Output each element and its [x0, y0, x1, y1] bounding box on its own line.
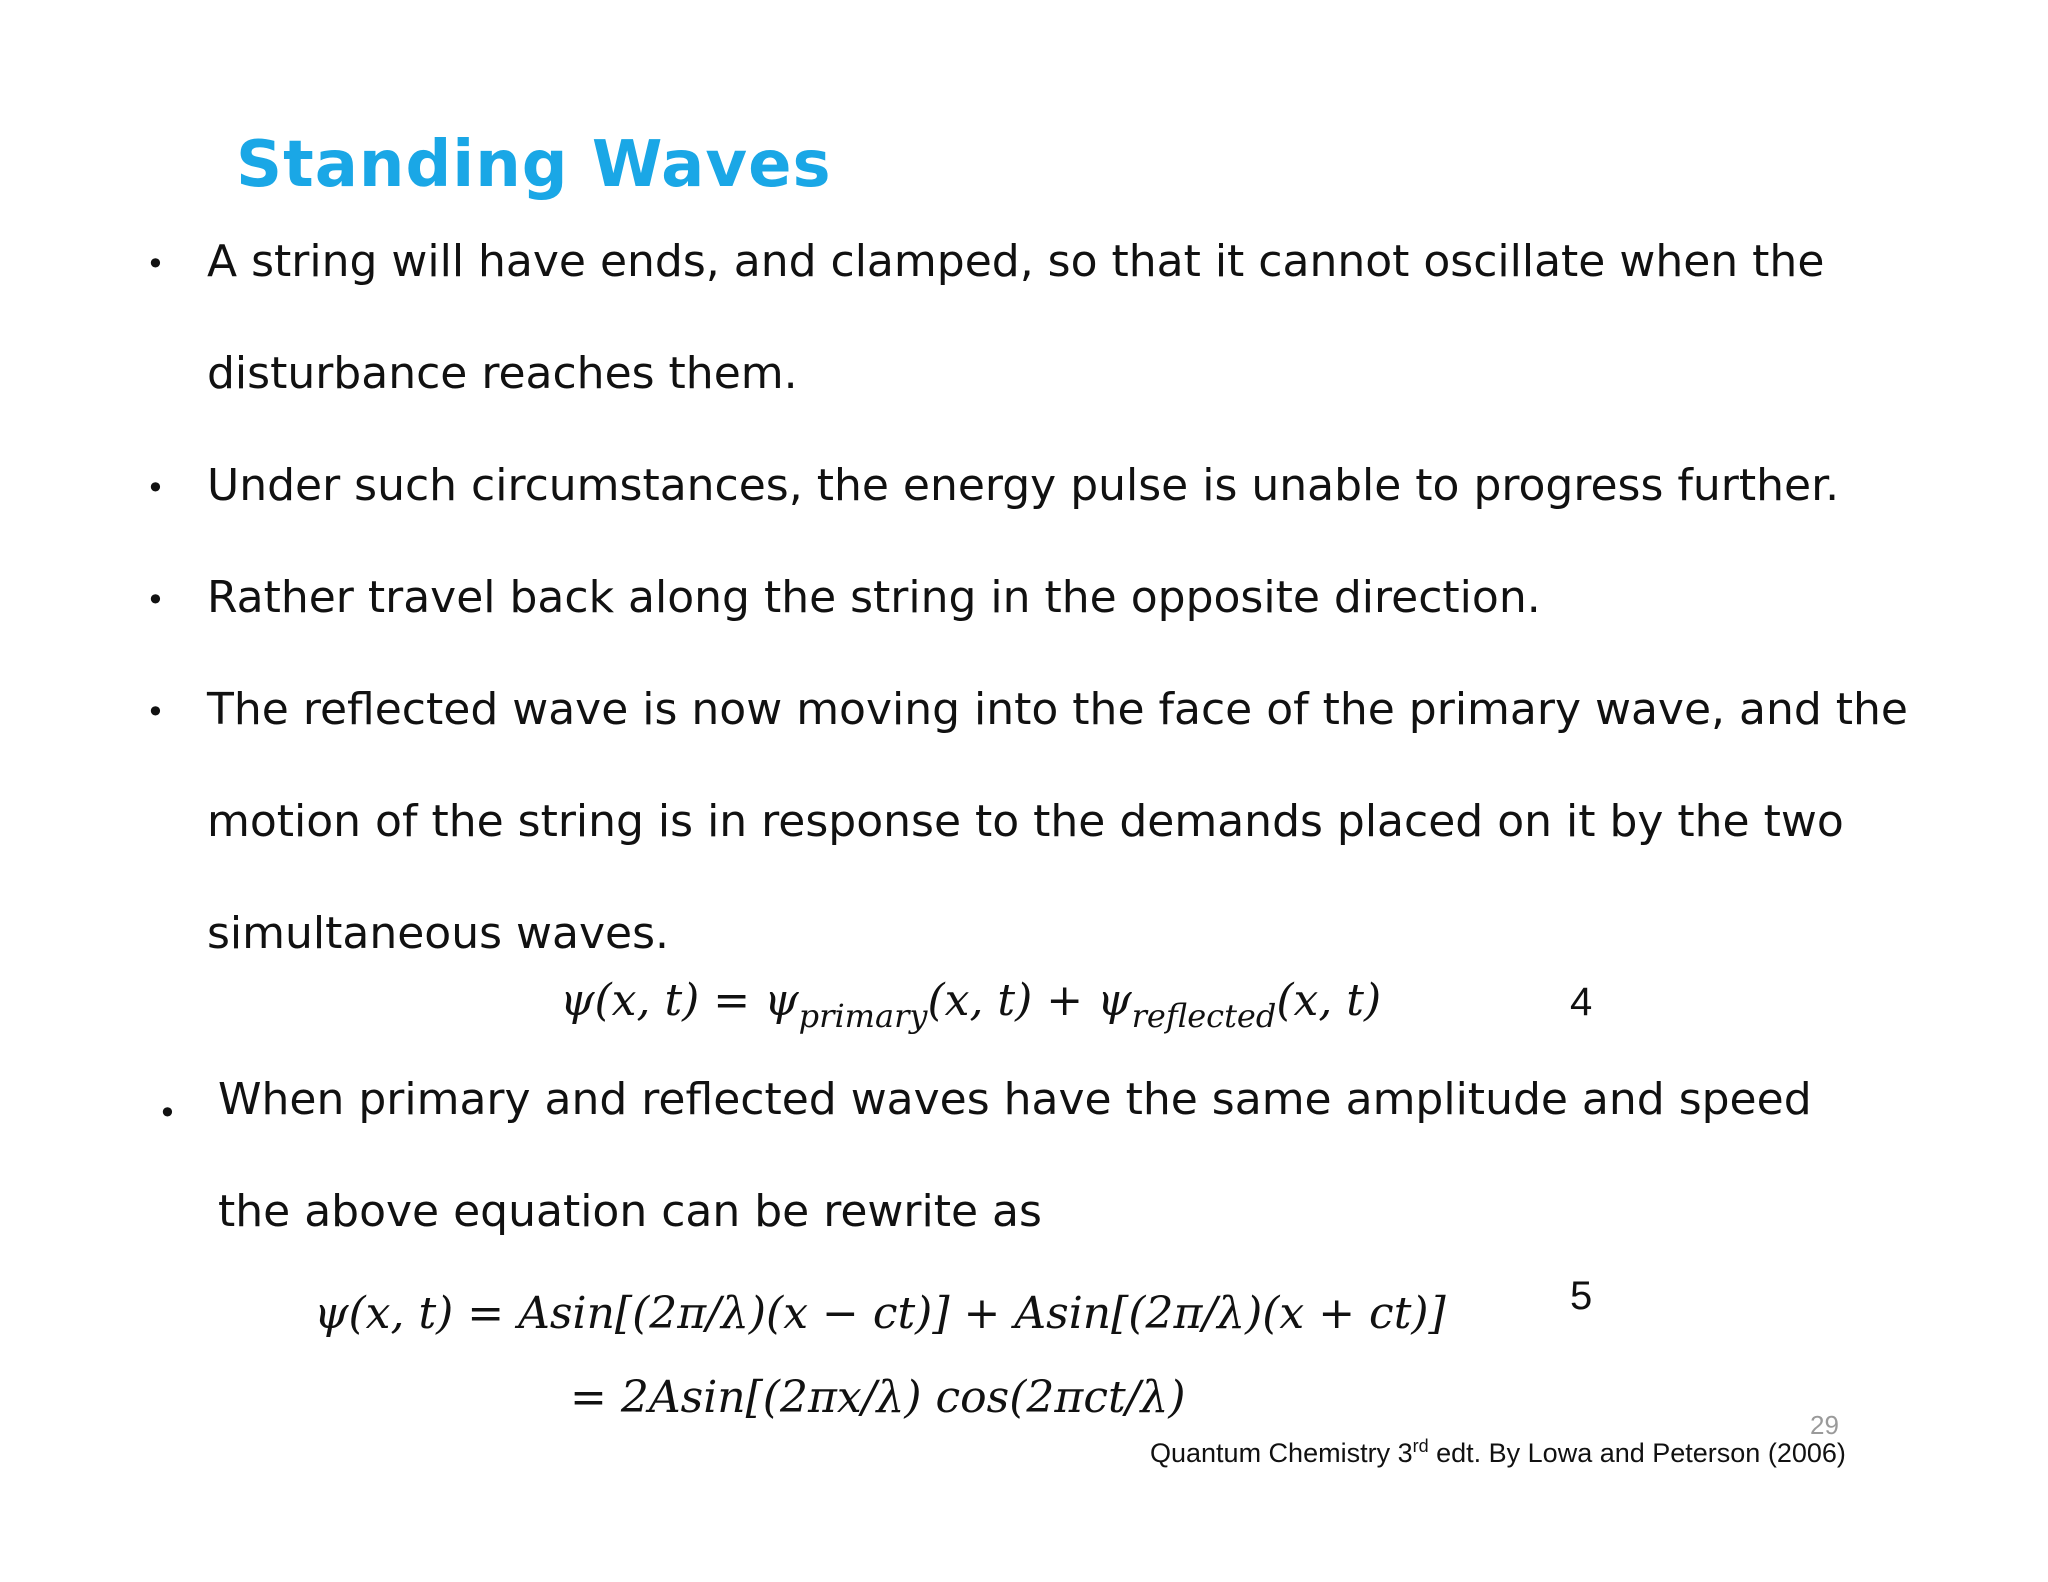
bullet-marker: • — [146, 245, 165, 283]
slide-title: Standing Waves — [236, 128, 832, 202]
citation-superscript: rd — [1412, 1436, 1429, 1456]
bullet-text-line: simultaneous waves. — [207, 908, 669, 959]
equation-5-line-1: ψ(x, t) = Asin[(2π/λ)(x − ct)] + Asin[(2π/λ)(x + ct)] — [314, 1288, 1446, 1339]
bullet-text-line: When primary and reflected waves have the same amplitude and speed — [218, 1074, 1812, 1125]
equation-4-subscript-primary: primary — [798, 997, 928, 1035]
bullet-text-line: disturbance reaches them. — [207, 348, 798, 399]
bullet-marker: • — [146, 581, 165, 619]
equation-5-line-2: = 2Asin[(2πx/λ) cos(2πct/λ) — [570, 1372, 1186, 1423]
citation-prefix: Quantum Chemistry 3 — [1150, 1438, 1413, 1468]
bullet-marker: • — [146, 469, 165, 507]
equation-4-lhs: ψ(x, t) = ψ — [560, 975, 799, 1026]
equation-4-mid: (x, t) + ψ — [927, 975, 1132, 1026]
bullet-text-line: motion of the string is in response to the demands placed on it by the two — [207, 796, 1844, 847]
bullet-marker: • — [146, 693, 165, 731]
citation-suffix: edt. By Lowa and Peterson (2006) — [1428, 1438, 1846, 1468]
equation-4 — [560, 973, 1381, 1044]
page-number: 29 — [1810, 1410, 1839, 1440]
bullet-text-line: Rather travel back along the string in the opposite direction. — [207, 572, 1541, 623]
bullet-text-line: the above equation can be rewrite as — [218, 1186, 1042, 1237]
equation-4-subscript-reflected: reflected — [1131, 997, 1277, 1035]
equation-4-rhs: (x, t) — [1276, 975, 1382, 1026]
equation-5-number: 5 — [1570, 1274, 1593, 1318]
equation-4-number: 4 — [1570, 980, 1593, 1024]
bullet-text-line: A string will have ends, and clamped, so that it cannot oscillate when the — [207, 236, 1825, 287]
citation — [1150, 1430, 1846, 1469]
bullet-text-line: Under such circumstances, the energy pulse is unable to progress further. — [207, 460, 1840, 511]
bullet-marker: • — [158, 1094, 177, 1132]
bullet-text-line: The reflected wave is now moving into the face of the primary wave, and the — [207, 684, 1908, 735]
